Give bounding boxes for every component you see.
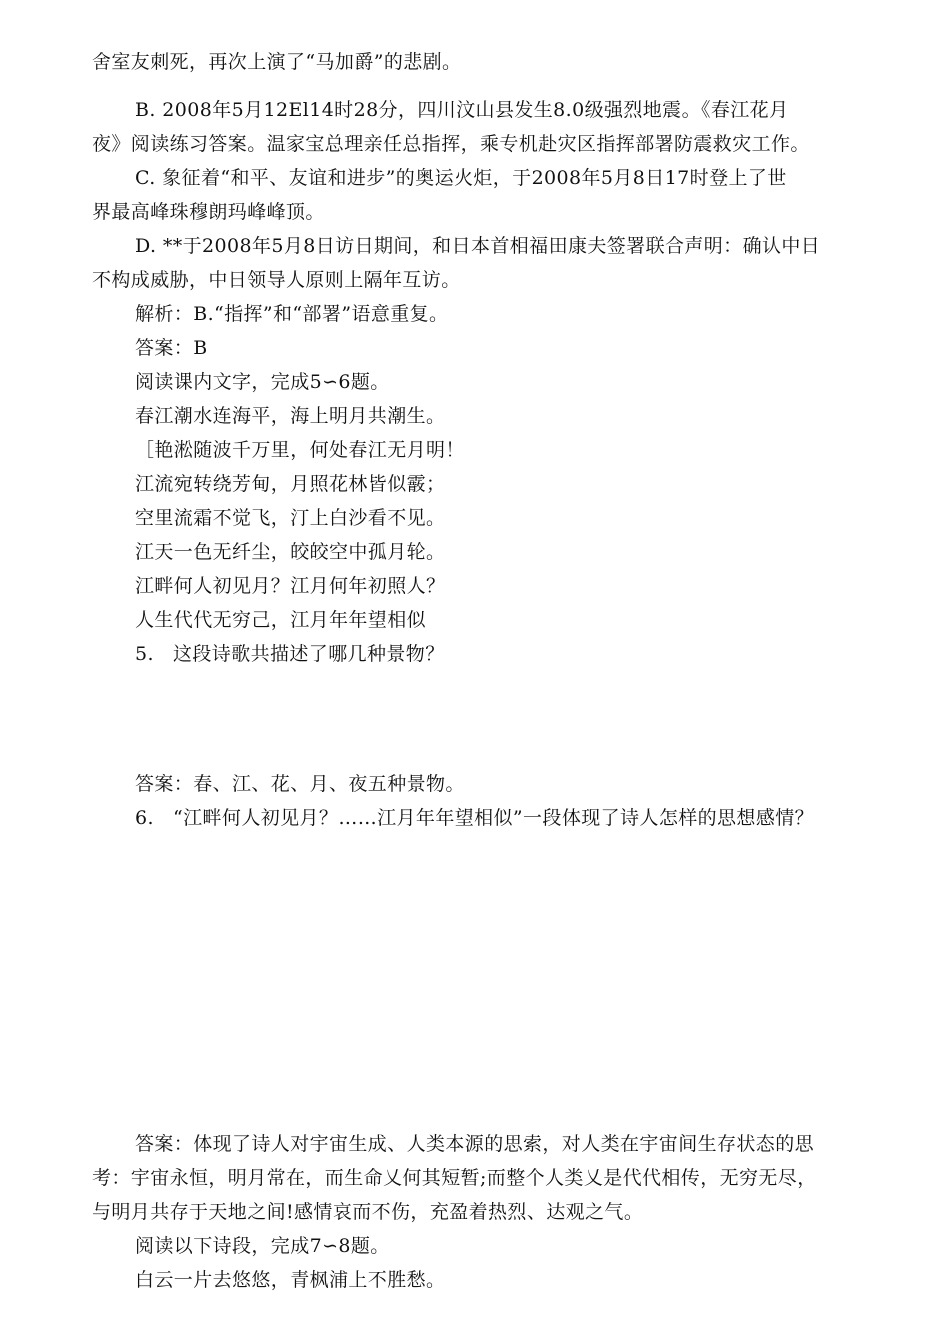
answer-6-line-1: 答案：体现了诗人对宇宙生成、人类本源的思索，对人类在宇宙间生存状态的思 xyxy=(135,1133,815,1155)
analysis-line: 解析：B.“指挥”和“部署”语意重复。 xyxy=(135,303,449,325)
option-c-line-1: C. 象征着“和平、友谊和进步”的奥运火炬，于2008年5月8日17时登上了世 xyxy=(135,167,787,189)
option-d-line-2: 不构成威胁，中日领导人原则上隔年互访。 xyxy=(92,269,461,291)
option-b-line-1: B. 2008年5月12El14时28分，四川汶山县发生8.0级强烈地震。《春江花月 xyxy=(135,99,789,121)
poem-line: 江天一色无纤尘，皎皎空中孤月轮。 xyxy=(135,541,446,563)
answer-6-line-2: 考：宇宙永恒，明月常在，而生命乂何其短暂;而整个人类乂是代代相传，无穷无尽， xyxy=(92,1167,817,1189)
question-5 xyxy=(135,640,862,668)
poem-line: 春江潮水连海平，海上明月共潮生。 xyxy=(135,405,446,427)
question-text: “江畔何人初见月？……江月年年望相似”一段体现了诗人怎样的思想感情？ xyxy=(173,807,815,829)
reading-instruction: 阅读以下诗段，完成7∽8题。 xyxy=(135,1235,390,1257)
text-line: 舍室友刺死，再次上演了“马加爵”的悲剧。 xyxy=(92,51,462,73)
question-number: 5. xyxy=(135,643,154,665)
question-6 xyxy=(135,804,862,832)
option-b-line-2: 夜》阅读练习答案。温家宝总理亲任总指挥，乘专机赴灾区指挥部署防震救灾工作。 xyxy=(92,133,810,155)
reading-instruction: 阅读课内文字，完成5∽6题。 xyxy=(135,371,390,393)
question-text: 这段诗歌共描述了哪几种景物？ xyxy=(173,643,445,665)
poem-line: 江流宛转绕芳甸，月照花林皆似霰； xyxy=(135,473,446,495)
option-c-line-2: 界最高峰珠穆朗玛峰峰顶。 xyxy=(92,201,325,223)
poem-line: 江畔何人初见月？江月何年初照人？ xyxy=(135,575,446,597)
answer-5: 答案：春、江、花、月、夜五种景物。 xyxy=(135,773,465,795)
poem-line: 人生代代无穷己，江月年年望相似 xyxy=(135,609,427,631)
option-d-line-1: D. **于2008年5月8日访日期间，和日本首相福田康夫签署联合声明：确认中日 xyxy=(135,235,821,257)
poem-line: 空里流霜不觉飞，汀上白沙看不见。 xyxy=(135,507,446,529)
answer-6-line-3: 与明月共存于天地之间!感情哀而不伤，充盈着热烈、达观之气。 xyxy=(92,1201,644,1223)
poem-line: 白云一片去悠悠，青枫浦上不胜愁。 xyxy=(135,1269,446,1291)
poem-line: ［艳淞随波千万里，何处春江无月明！ xyxy=(135,439,465,461)
question-number: 6. xyxy=(135,807,154,829)
answer-line: 答案：B xyxy=(135,337,208,359)
